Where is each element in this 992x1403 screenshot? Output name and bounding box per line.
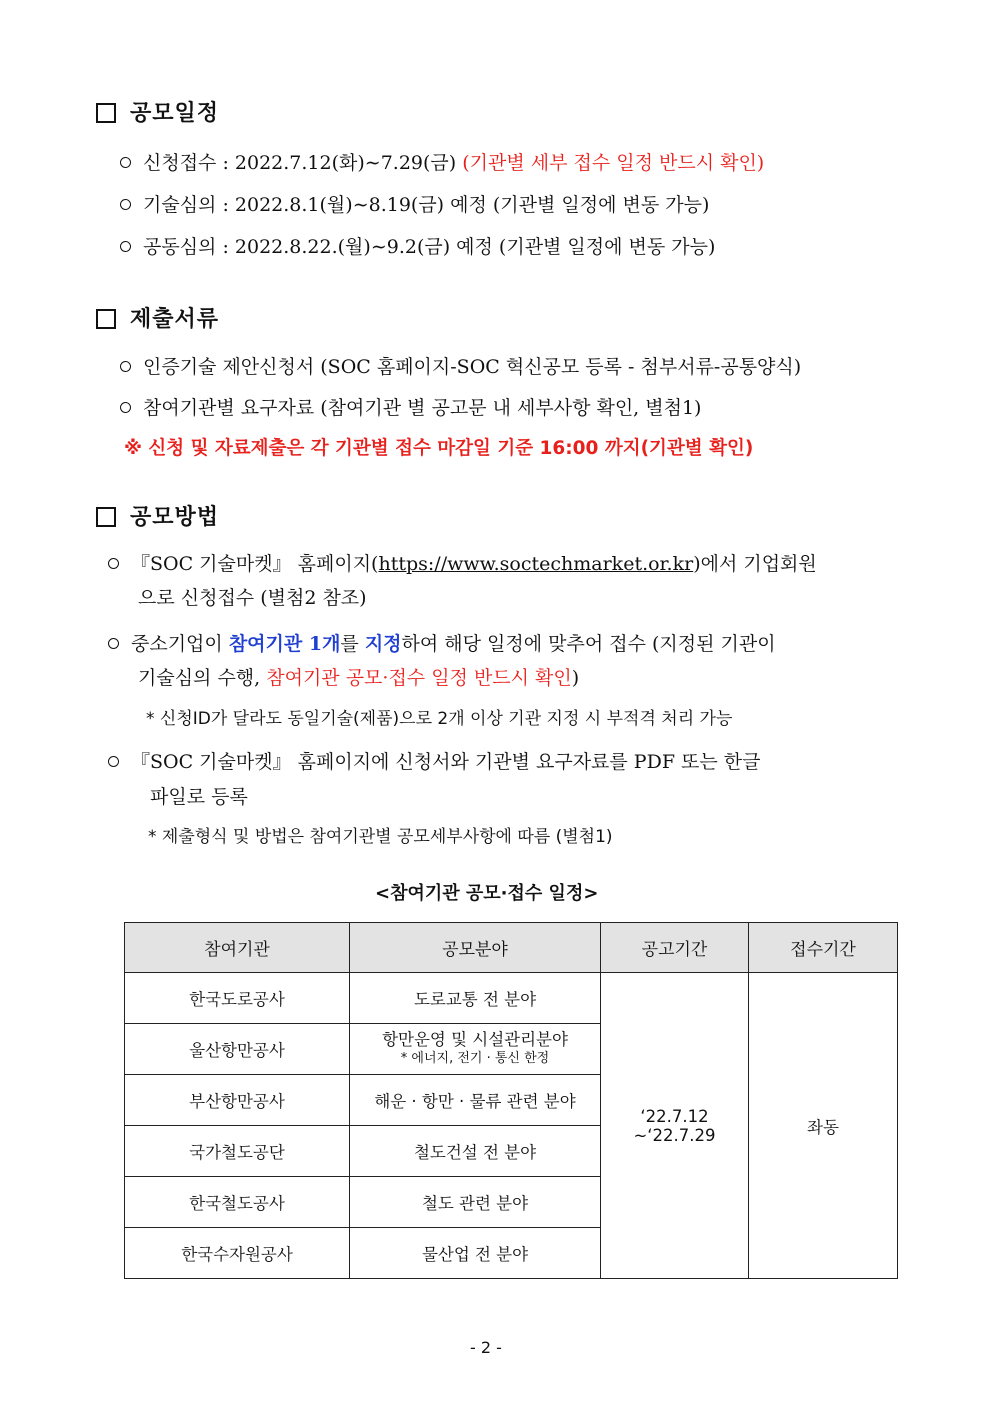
field-cell: 해운 · 항만 · 물류 관련 분야 [350,1075,601,1126]
field-cell: 물산업 전 분야 [350,1228,601,1279]
circle-bullet-icon [120,361,131,372]
schedule-item-joint-review: 공동심의 : 2022.8.22.(월)∼9.2(금) 예정 (기관별 일정에 변동 가능) [120,232,715,259]
method-item-upload: 『SOC 기술마켓』 홈페이지에 신청서와 기관별 요구자료를 PDF 또는 한글 [108,747,761,774]
method-designate-note: * 신청ID가 달라도 동일기술(제품)으로 2개 이상 기관 지정 시 부적격 처리 가능 [146,709,733,729]
circle-bullet-icon [108,558,119,569]
field-cell: 도로교통 전 분야 [350,973,601,1024]
soctechmarket-link[interactable]: https://www.soctechmarket.or.kr [378,553,694,575]
period-cell: ‘22.7.12 ∼‘22.7.29 [601,973,749,1279]
method-item-homepage: 『SOC 기술마켓』 홈페이지(https://www.soctechmarket.or.kr)에서 기업회원 [108,549,817,576]
org-cell: 울산항만공사 [125,1024,350,1075]
section-method-heading: 공모방법 [96,500,219,531]
org-cell: 한국수자원공사 [125,1228,350,1279]
receipt-cell: 좌동 [749,973,898,1279]
header-notice-period: 공고기간 [601,923,749,973]
circle-bullet-icon [120,402,131,413]
checkbox-square-icon [96,309,116,329]
circle-bullet-icon [108,756,119,767]
table-caption: <참여기관 공모·접수 일정> [375,883,599,904]
circle-bullet-icon [108,638,119,649]
schedule-item-review: 기술심의 : 2022.8.1(월)∼8.19(금) 예정 (기관별 일정에 변동 가능) [120,190,709,217]
field-cell: 항만운영 및 시설관리분야 * 에너지, 전기 · 통신 한정 [350,1024,601,1075]
section-schedule-heading: 공모일정 [96,96,219,127]
documents-item-requirements: 참여기관별 요구자료 (참여기관 별 공고문 내 세부사항 확인, 별첨1) [120,393,701,420]
org-cell: 부산항만공사 [125,1075,350,1126]
checkbox-square-icon [96,507,116,527]
org-cell: 국가철도공단 [125,1126,350,1177]
table-header-row [125,923,898,973]
deadline-notice: ※ 신청 및 자료제출은 각 기관별 접수 마감일 기준 16:00 까지(기관별 확인) [124,438,754,459]
org-cell: 한국철도공사 [125,1177,350,1228]
header-org: 참여기관 [125,923,350,973]
field-cell: 철도 관련 분야 [350,1177,601,1228]
circle-bullet-icon [120,157,131,168]
method-item-designate: 중소기업이 참여기관 1개를 지정하여 해당 일정에 맞추어 접수 (지정된 기관이 [108,629,776,656]
circle-bullet-icon [120,199,131,210]
documents-item-proposal: 인증기술 제안신청서 (SOC 홈페이지-SOC 혁신공모 등록 - 첨부서류-공통양식) [120,352,801,379]
method-item-upload-cont: 파일로 등록 [150,786,248,808]
header-receipt-period: 접수기간 [749,923,898,973]
method-item-designate-cont: 기술심의 수행, 참여기관 공모·접수 일정 반드시 확인) [138,667,580,689]
checkbox-square-icon [96,103,116,123]
method-item-homepage-cont: 으로 신청접수 (별첨2 참조) [138,587,367,609]
page-number: - 2 - [470,1338,502,1357]
org-cell: 한국도로공사 [125,973,350,1024]
header-field: 공모분야 [350,923,601,973]
schedule-table [124,922,898,1279]
table-row [125,973,898,1024]
section-documents-heading: 제출서류 [96,302,219,333]
circle-bullet-icon [120,241,131,252]
field-cell: 철도건설 전 분야 [350,1126,601,1177]
schedule-item-apply: 신청접수 : 2022.7.12(화)∼7.29(금) (기관별 세부 접수 일정 반드시 확인) [120,148,764,175]
method-upload-note: * 제출형식 및 방법은 참여기관별 공모세부사항에 따름 (별첨1) [148,827,613,847]
field-subnote: * 에너지, 전기 · 통신 한정 [400,1051,550,1067]
